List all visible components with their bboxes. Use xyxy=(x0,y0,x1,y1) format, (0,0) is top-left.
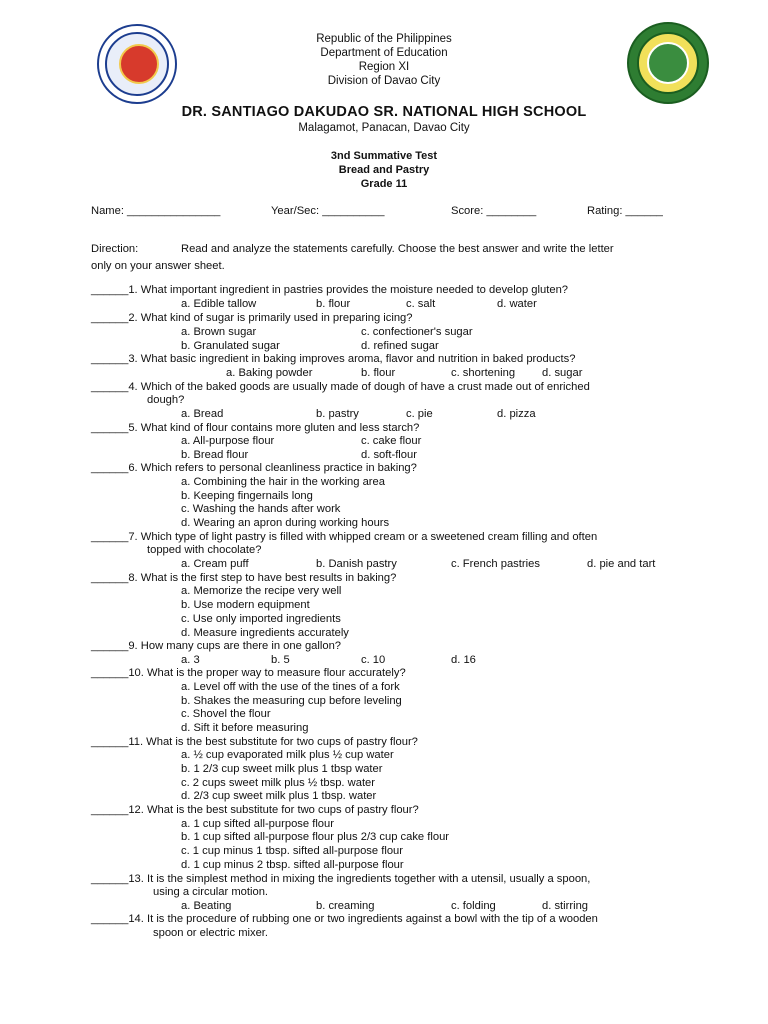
q6-choice-b: b. Keeping fingernails long xyxy=(181,490,313,502)
question-3: ______3. What basic ingredient in baking improves aroma, flavor and nutrition in baked products? xyxy=(91,353,576,365)
test-subject: Bread and Pastry xyxy=(338,164,430,176)
q6-choice-d: d. Wearing an apron during working hours xyxy=(181,517,390,529)
q13-choice-b: b. creaming xyxy=(316,900,375,912)
q2-choice-c: c. confectioner's sugar xyxy=(361,326,473,338)
q9-choice-b: b. 5 xyxy=(271,654,290,666)
q2-choice-a: a. Brown sugar xyxy=(181,326,257,338)
question-7-cont: topped with chocolate? xyxy=(147,544,262,556)
question-9: ______9. How many cups are there in one gallon? xyxy=(91,640,342,652)
q5-choice-a: a. All-purpose flour xyxy=(181,435,275,447)
q12-choice-b: b. 1 cup sifted all-purpose flour plus 2/3 cup cake flour xyxy=(181,831,450,843)
test-title: 3nd Summative Test xyxy=(330,150,438,162)
q5-choice-b: b. Bread flour xyxy=(181,449,249,461)
q3-choice-a: a. Baking powder xyxy=(226,367,313,379)
test-grade: Grade 11 xyxy=(360,178,408,190)
direction-label: Direction: xyxy=(91,243,139,255)
q1-choice-b: b. flour xyxy=(316,298,351,310)
q6-choice-a: a. Combining the hair in the working area xyxy=(181,476,385,488)
q9-choice-c: c. 10 xyxy=(361,654,386,666)
q3-choice-d: d. sugar xyxy=(542,367,583,379)
q2-choice-d: d. refined sugar xyxy=(361,340,439,352)
q13-choice-d: d. stirring xyxy=(542,900,589,912)
question-13: ______13. It is the simplest method in mixing the ingredients together with a utensil, usually a spoon, xyxy=(91,873,591,885)
q7-choice-a: a. Cream puff xyxy=(181,558,249,570)
q9-choice-a: a. 3 xyxy=(181,654,200,666)
q8-choice-b: b. Use modern equipment xyxy=(181,599,310,611)
q3-choice-c: c. shortening xyxy=(451,367,516,379)
question-10: ______10. What is the proper way to measure flour accurately? xyxy=(91,667,406,679)
q13-choice-a: a. Beating xyxy=(181,900,232,912)
q12-choice-c: c. 1 cup minus 1 tbsp. sifted all-purpose flour xyxy=(181,845,403,857)
q4-choice-c: c. pie xyxy=(406,408,433,420)
question-14-cont: spoon or electric mixer. xyxy=(153,927,269,939)
q12-choice-a: a. 1 cup sifted all-purpose flour xyxy=(181,818,334,830)
q11-choice-c: c. 2 cups sweet milk plus ½ tbsp. water xyxy=(181,777,375,789)
header-region: Region XI xyxy=(358,61,410,73)
q10-choice-b: b. Shakes the measuring cup before leveling xyxy=(181,695,402,707)
q4-choice-d: d. pizza xyxy=(497,408,536,420)
q10-choice-c: c. Shovel the flour xyxy=(181,708,271,720)
score-field: Score: ________ xyxy=(451,205,537,217)
question-8: ______8. What is the first step to have best results in baking? xyxy=(91,572,397,584)
rating-field: Rating: ______ xyxy=(587,205,663,217)
q5-choice-c: c. cake flour xyxy=(361,435,422,447)
question-13-cont: using a circular motion. xyxy=(153,886,269,898)
question-4: ______4. Which of the baked goods are usually made of dough of have a crust made out of enriched xyxy=(91,381,590,393)
header-republic: Republic of the Philippines xyxy=(316,33,452,45)
q3-choice-b: b. flour xyxy=(361,367,396,379)
question-6: ______6. Which refers to personal cleanliness practice in baking? xyxy=(91,462,417,474)
q12-choice-d: d. 1 cup minus 2 tbsp. sifted all-purpose flour xyxy=(181,859,404,871)
header-division: Division of Davao City xyxy=(327,75,441,87)
q4-choice-a: a. Bread xyxy=(181,408,224,420)
q4-choice-b: b. pastry xyxy=(316,408,359,420)
question-1: ______1. What important ingredient in pastries provides the moisture needed to develop gluten? xyxy=(91,284,569,296)
q5-choice-d: d. soft-flour xyxy=(361,449,417,461)
question-2: ______2. What kind of sugar is primarily used in preparing icing? xyxy=(91,312,413,324)
header-department: Department of Education xyxy=(320,47,448,59)
q11-choice-d: d. 2/3 cup sweet milk plus 1 tbsp. water xyxy=(181,790,377,802)
q10-choice-a: a. Level off with the use of the tines of a fork xyxy=(181,681,400,693)
q6-choice-c: c. Washing the hands after work xyxy=(181,503,341,515)
direction-text: Read and analyze the statements carefully. Choose the best answer and write the letter xyxy=(181,243,614,255)
q1-choice-d: d. water xyxy=(497,298,537,310)
q1-choice-a: a. Edible tallow xyxy=(181,298,257,310)
question-12: ______12. What is the best substitute for two cups of pastry flour? xyxy=(91,804,419,816)
q8-choice-c: c. Use only imported ingredients xyxy=(181,613,341,625)
q13-choice-c: c. folding xyxy=(451,900,496,912)
q9-choice-d: d. 16 xyxy=(451,654,476,666)
year-sec-field: Year/Sec: __________ xyxy=(271,205,385,217)
q7-choice-d: d. pie and tart xyxy=(587,558,656,570)
school-address: Malagamot, Panacan, Davao City xyxy=(298,122,470,134)
q8-choice-a: a. Memorize the recipe very well xyxy=(181,585,342,597)
name-field: Name: _______________ xyxy=(91,205,221,217)
q11-choice-b: b. 1 2/3 cup sweet milk plus 1 tbsp water xyxy=(181,763,383,775)
school-name: DR. SANTIAGO DAKUDAO SR. NATIONAL HIGH SCHOOL xyxy=(181,104,587,120)
question-7: ______7. Which type of light pastry is filled with whipped cream or a sweetened cream filling and often xyxy=(91,531,598,543)
question-5: ______5. What kind of flour contains more gluten and less starch? xyxy=(91,422,420,434)
q11-choice-a: a. ½ cup evaporated milk plus ½ cup water xyxy=(181,749,394,761)
q1-choice-c: c. salt xyxy=(406,298,436,310)
q10-choice-d: d. Sift it before measuring xyxy=(181,722,309,734)
q7-choice-b: b. Danish pastry xyxy=(316,558,397,570)
question-11: ______11. What is the best substitute for two cups of pastry flour? xyxy=(91,736,418,748)
direction-text-cont: only on your answer sheet. xyxy=(91,260,225,272)
question-14: ______14. It is the procedure of rubbing one or two ingredients against a bowl with the tip of a wooden xyxy=(91,913,598,925)
q7-choice-c: c. French pastries xyxy=(451,558,540,570)
q2-choice-b: b. Granulated sugar xyxy=(181,340,280,352)
q8-choice-d: d. Measure ingredients accurately xyxy=(181,627,349,639)
question-4-cont: dough? xyxy=(147,394,185,406)
